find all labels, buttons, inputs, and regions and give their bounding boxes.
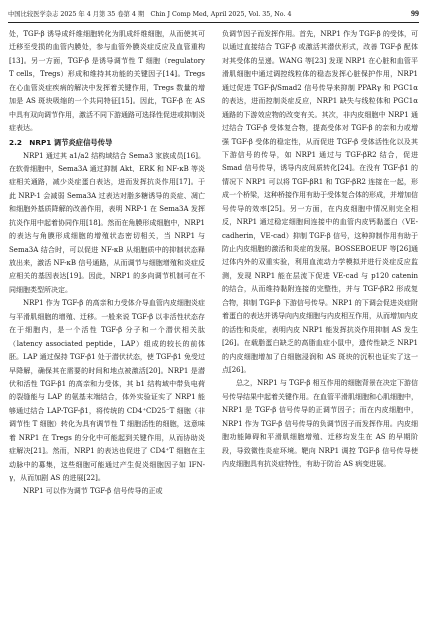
paragraph: NRP1 可以作为调节 TGF-β 信号传导的正或: [23, 487, 163, 496]
paragraph: 负调节因子而发挥作用。首先，NRP1 作为 TGF-β 的受体，可以通过直接结合 TGF-β 或激活其潜伏形式，改善 TGF-β 配体对其受体的呈递。WANG 等[23] 发现 NRP1 在心脏和血管平滑肌细胞中通过调控线粒体的稳态发挥心脏保护作用，NRP1 通过促进 TGF-β/Smad2 信号传导来抑制 PPARγ 和 PGC1α 的表达，进而控制炎症反应，NRP1 缺失与线粒体和 PGC1α 通路的下游效应物的改变有关。其次，非内皮细胞中 NRP1 通过结合 TGF-β 受体复合物，提高受体对 TGF-β 的亲和力或增强 TGF-β 受体的稳定性，从而促进 TGF-β 受体活性化以及其下游信号的传导，如 NRP1 通过与 TGF-βR2 结合，促进 Smad 信号传导，诱导内皮间质转化[24]。在没有 TGF-β1 的情况下 NRP1 可以将 TGF-βR1 和 TGF-βR2 连接在一起，形成一个桥梁，这种桥接作用有助于受体复合体的形成，并增加信号传导的效率[25]。另一方面，在内皮细胞中情况则完全相反，NRP1 通过稳定细胞间连接中的血管内皮钙黏蛋白（VE-cadherin，VE-cad）抑制 TGF-β 信号，这种抑制作用有助于防止内皮细胞的激活和炎症的发展。BOSSEBOEUF 等[26]通过体内外的双重实验，利用血流动力学模拟并进行炎症反应监测，发现 NRP1 能在层流下促进 VE-cad 与 p120 catenin 的结合，从而维持黏附连接的完整性，并与 TGF-βR2 形成复合物，抑制 TGF-β 下游信号传导。NRP1 的下调会促进炎症附着蛋白的表达并诱导向内皮细胞与内皮相互作用，从而增加内皮的活性和炎症，表明内皮 NRP1 能发挥抗炎作用抑制 AS 发生[26]。在载脂蛋白缺乏的高脂血症小鼠中，遗传性缺乏 NRP1 的内皮细胞增加了白细胞浸润和 AS 斑块的沉积也证实了这一点[26]。: [222, 30, 418, 374]
page-number: 99: [411, 8, 419, 18]
right-column: [222, 28, 418, 618]
left-column: [9, 28, 205, 618]
running-header: [8, 6, 419, 23]
section-heading: 2.2 NRP1 调节炎症信号传导: [9, 137, 113, 147]
paragraph: NRP1 作为 TGF-β 的高亲和力受体介导血管内皮细胞炎症与平滑肌细胞的增殖、迁移。一般来说 TGF-β 以非活性状态存在于细胞内，是一个活性 TGF-β 分子和一个潜伏相关肽（latency associated peptide，LAP）组成的较长的前体胚。LAP 通过保持 TGF-β1 处于潜伏状态，使 TGF-β1 免受过早降解，确保其在需要的时间和地点被激活[20]。NRP1 是潜伏和活性 TGF-β1 的高亲和力受体，其 b1 结构域中带负电荷的裂缝能与 LAP 的氨基末端结合，体外实验证实了 NRP1 能够通过结合 LAP-TGF-β1，将传统的 CD4⁺CD25⁻T 细胞（非调节性 T 细胞）转化为具有调节性 T 细胞活性的细胞，这意味着 NRP1 在 Tregs 的分化中可能起到关键作用，从而协助炎症解决[21]。然而，NRP1 的表达也促进了 CD4⁺T 细胞在主动脉中的募集，这些细胞可能通过产生促炎细胞因子如 IFN-γ，从而加剧 AS 的进展[22]。: [9, 299, 205, 482]
paragraph: NRP1 通过其 a1/a2 结构域结合 Sema3 家族成员[16]。在软骨细胞中，Sema3A 通过抑制 Akt、ERK 和 NF-κB 等炎症相关通路，减少炎症蛋白表达，进而发挥抗炎作用[17]。于此 NRP-1 会减弱 Sema3A 过表达对脂多糖诱导的炎症、凋亡和细胞外基质降解的改善作用，表明 NRP-1 在 Sema3A 发挥抗炎作用中起着协同作用[18]。然而在角膜形成细胞中，NRP1 的表达与角膜形成细胞的增殖状态密切相关，当 NRP1 与 Sema3A 结合时，可以促进 NF-κB 从细胞质中的抑制状态释放出来，激活 NF-κB 信号通路，从而调节与细胞增殖和炎症反应相关的基因表达[19]。因此，NRP1 的多向调节机制可在不同细胞类型所决定。: [9, 151, 205, 294]
journal-citation: 中国比较医学杂志 2025 年 4 月第 35 卷第 4 期 Chin J Comp Med, April 2025, Vol. 35, No. 4: [8, 10, 292, 18]
paragraph: 总之，NRP1 与 TGF-β 相互作用的细胞背景在决定下游信号传导结果中起着关键作用。在血管平滑肌细胞和心肌细胞中，NRP1 是 TGF-β 信号传导的正调节因子；而在内皮细胞中，NRP1 作为 TGF-β 信号传导的负调节因子而发挥作用。内皮细胞功能障碍和平滑肌细胞增殖、迁移均发生在 AS 的早期阶段，导致微性炎症环境。靶向 NRP1 调控 TGF-β 信号传导使内皮细胞具有抗炎症特性，有助于防治 AS 病变进展。: [222, 379, 418, 468]
paragraph: 处，TGF-β 诱导成纤维细胞转化为肌成纤维细胞，从而使其可迁移至受损的血管内膜处，参与血管外膜炎症反应及血管重构[13]。另一方面，TGF-β 是诱导调节性 T 细胞（regulatory T cells，Tregs）形成和维持其功能的关键因子[14]。Tregs 在心血管炎症疾病的解决中发挥着关键作用，Tregs 数量的增加是 AS 斑块吸缩的一个共同特征[15]。因此，TGF-β 在 AS 中具有双向调节作用，激活不同下游通路可选择性促进或抑制炎症表达。: [9, 30, 205, 133]
